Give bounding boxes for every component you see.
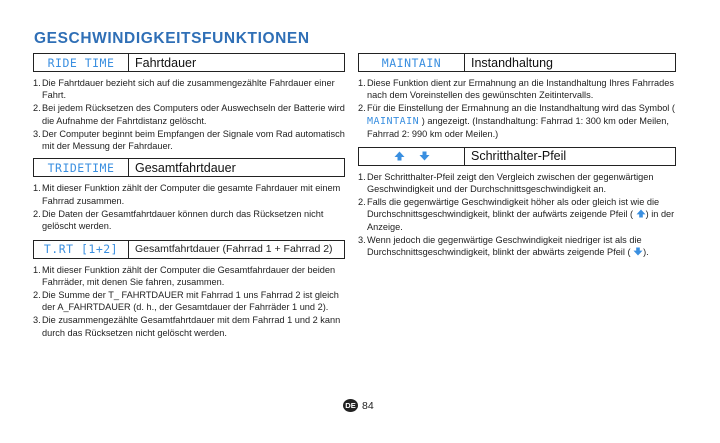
left-column xyxy=(33,53,345,340)
section-title-ride-time: Fahrtdauer xyxy=(135,55,197,70)
arrow-up-icon xyxy=(636,209,646,218)
section-title-total-ride-time-1-2: Gesamtfahrtdauer (Fahrrad 1 + Fahrrad 2) xyxy=(135,243,333,256)
list-item: 1.Die Fahrtdauer bezieht sich auf die zusammengezählte Fahrdauer einer Fahrt. xyxy=(33,78,335,101)
page-number: 84 xyxy=(362,399,374,412)
lcd-code-ride-time: RIDE TIME xyxy=(34,54,129,71)
section-header-total-ride-time xyxy=(33,158,345,177)
list-total-ride-time-1-2 xyxy=(33,264,345,339)
lcd-code-total-ride-time: TRIDETIME xyxy=(34,159,129,176)
page-footer xyxy=(343,399,374,412)
section-header-maintain xyxy=(358,53,676,72)
arrow-down-icon xyxy=(419,151,430,161)
right-column xyxy=(358,53,676,259)
section-title-maintain: Instandhaltung xyxy=(471,55,554,70)
list-item: 1.Diese Funktion dient zur Ermahnung an die Instandhaltung Ihres Fahrrades nach dem Voreinstellen des gewünschten Zeitintervalls. xyxy=(358,78,674,101)
list-item: 2.Die Summe der T_ FAHRTDAUER mit Fahrrad 1 uns Fahrrad 2 ist gleich der A_FAHRTDAUER (d. h., der Gesamtdauer der Fahrräder 1 und 2). xyxy=(33,289,339,313)
language-badge: DE xyxy=(343,399,358,412)
page-title: GESCHWINDIGKEITSFUNKTIONEN xyxy=(34,30,310,47)
list-item: 2.Falls die gegenwärtige Geschwindigkeit höher als oder gleich ist wie die Durchschnittsgeschwindigkeit, blinkt der aufwärts zeigende Pfeil ( ) in der Anzeige. xyxy=(358,196,675,232)
list-item: 2.Die Daten der Gesamtfahrtdauer können durch das Rücksetzen nicht gelöscht werden. xyxy=(33,208,324,232)
list-item: 1.Der Schritthalter-Pfeil zeigt den Vergleich zwischen der gegenwärtigen Geschwindigkeit und der Durchschnittsgeschwindigkeit an. xyxy=(358,171,654,194)
pacer-arrows xyxy=(359,148,465,165)
list-item: 3.Die zusammengezählte Gesamtfahrtdauer mit dem Fahrrad 1 und 2 kann durch das Rücksetzen nicht gelöscht werden. xyxy=(33,315,341,338)
section-header-total-ride-time-1-2 xyxy=(33,240,345,259)
lcd-code-maintain: MAINTAIN xyxy=(359,54,465,71)
list-ride-time xyxy=(33,77,345,152)
section-title-total-ride-time: Gesamtfahrtdauer xyxy=(135,160,236,175)
list-item: 1.Mit dieser Funktion zählt der Computer die gesamte Fahrdauer mit einem Fahrrad zusammen. xyxy=(33,183,341,206)
section-header-ride-time xyxy=(33,53,345,72)
list-item: 3.Der Computer beginnt beim Empfangen der Signale vom Rad automatisch mit der Messung der Fahrdauer. xyxy=(33,128,345,152)
list-item: 2.Bei jedem Rücksetzen des Computers oder Auswechseln der Batterie wird die Aufnahme der Fahrtdistanz gelöscht. xyxy=(33,103,345,126)
lcd-code-total-ride-time-1-2: T.RT [1+2] xyxy=(34,241,129,258)
section-header-pacer xyxy=(358,147,676,166)
arrow-down-icon xyxy=(633,247,643,256)
list-item: 2.Für die Einstellung der Ermahnung an die Instandhaltung wird das Symbol ( MAINTAIN ) angezeigt. (Instandhaltung: Fahrrad 1: 300 km oder Meilen, Fahrrad 2: 990 km oder Meilen.) xyxy=(358,103,675,140)
list-pacer xyxy=(358,171,676,259)
lcd-code-maintain-inline: MAINTAIN xyxy=(367,115,420,127)
arrow-up-icon xyxy=(394,151,405,161)
section-title-pacer: Schritthalter-Pfeil xyxy=(471,149,567,164)
list-total-ride-time xyxy=(33,182,345,232)
list-maintain xyxy=(358,77,676,141)
list-item: 1.Mit dieser Funktion zählt der Computer die Gesamtfahrdauer der beiden Fahrräder, mit denen Sie fahren, zusammen. xyxy=(33,264,336,287)
list-item: 3.Wenn jedoch die gegenwärtige Geschwindigkeit niedriger ist als die Durchschnittsgeschwindigkeit, blinkt der abwärts zeigende Pfeil ( ). xyxy=(358,234,649,257)
